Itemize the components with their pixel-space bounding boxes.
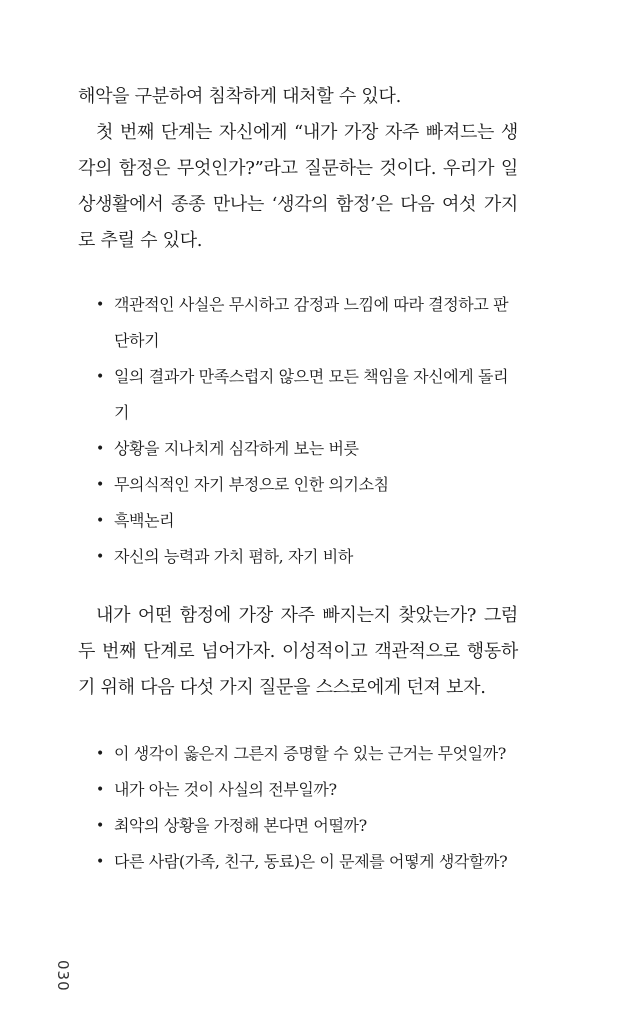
bullet-icon: • — [96, 477, 104, 493]
bullet-icon: • — [96, 818, 104, 834]
paragraph-intro-end: 해악을 구분하여 침착하게 대처할 수 있다. — [78, 86, 402, 107]
bullet-icon: • — [96, 297, 104, 313]
list-item — [96, 287, 518, 359]
list-item-text: 다른 사람(가족, 친구, 동료)은 이 문제를 어떻게 생각할까? — [114, 852, 508, 871]
bullet-icon: • — [96, 854, 104, 870]
list-item — [96, 844, 518, 880]
bullet-icon: • — [96, 549, 104, 565]
bullet-icon: • — [96, 782, 104, 798]
paragraph-step-two: 내가 어떤 함정에 가장 자주 빠지는지 찾았는가? 그럼 두 번째 단계로 넘어가자. 이성적이고 객관적으로 행동하기 위해 다음 다섯 가지 질문을 스스로에게 던져 보자. — [78, 605, 518, 698]
list-item — [96, 431, 518, 467]
list-item-text: 최악의 상황을 가정해 본다면 어떨까? — [114, 816, 367, 835]
list-item-text: 무의식적인 자기 부정으로 인한 의기소침 — [114, 475, 389, 494]
list-item-text: 객관적인 사실은 무시하고 감정과 느낌에 따라 결정하고 판단하기 — [114, 295, 509, 350]
bullet-icon: • — [96, 513, 104, 529]
thinking-traps-list — [96, 287, 518, 575]
list-item-text: 상황을 지나치게 심각하게 보는 버릇 — [114, 439, 359, 458]
bullet-icon: • — [96, 441, 104, 457]
list-item — [96, 467, 518, 503]
list-item — [96, 772, 518, 808]
list-item-text: 자신의 능력과 가치 폄하, 자기 비하 — [114, 547, 353, 566]
list-item-text: 일의 결과가 만족스럽지 않으면 모든 책임을 자신에게 돌리기 — [114, 367, 509, 422]
self-questions-list — [96, 736, 518, 880]
list-item — [96, 359, 518, 431]
list-item — [96, 539, 518, 575]
list-item — [96, 503, 518, 539]
bullet-icon: • — [96, 746, 104, 762]
list-item — [96, 808, 518, 844]
paragraph-step-one: 첫 번째 단계는 자신에게 “내가 가장 자주 빠져드는 생각의 함정은 무엇인가?”라고 질문하는 것이다. 우리가 일상생활에서 종종 만나는 ‘생각의 함정’은 다음 여섯 가지로 추릴 수 있다. — [78, 122, 518, 251]
bullet-icon: • — [96, 369, 104, 385]
list-item-text: 이 생각이 옳은지 그른지 증명할 수 있는 근거는 무엇일까? — [114, 744, 506, 763]
list-item — [96, 736, 518, 772]
page-number: 030 — [54, 960, 72, 992]
list-item-text: 내가 아는 것이 사실의 전부일까? — [114, 780, 337, 799]
list-item-text: 흑백논리 — [114, 511, 175, 530]
